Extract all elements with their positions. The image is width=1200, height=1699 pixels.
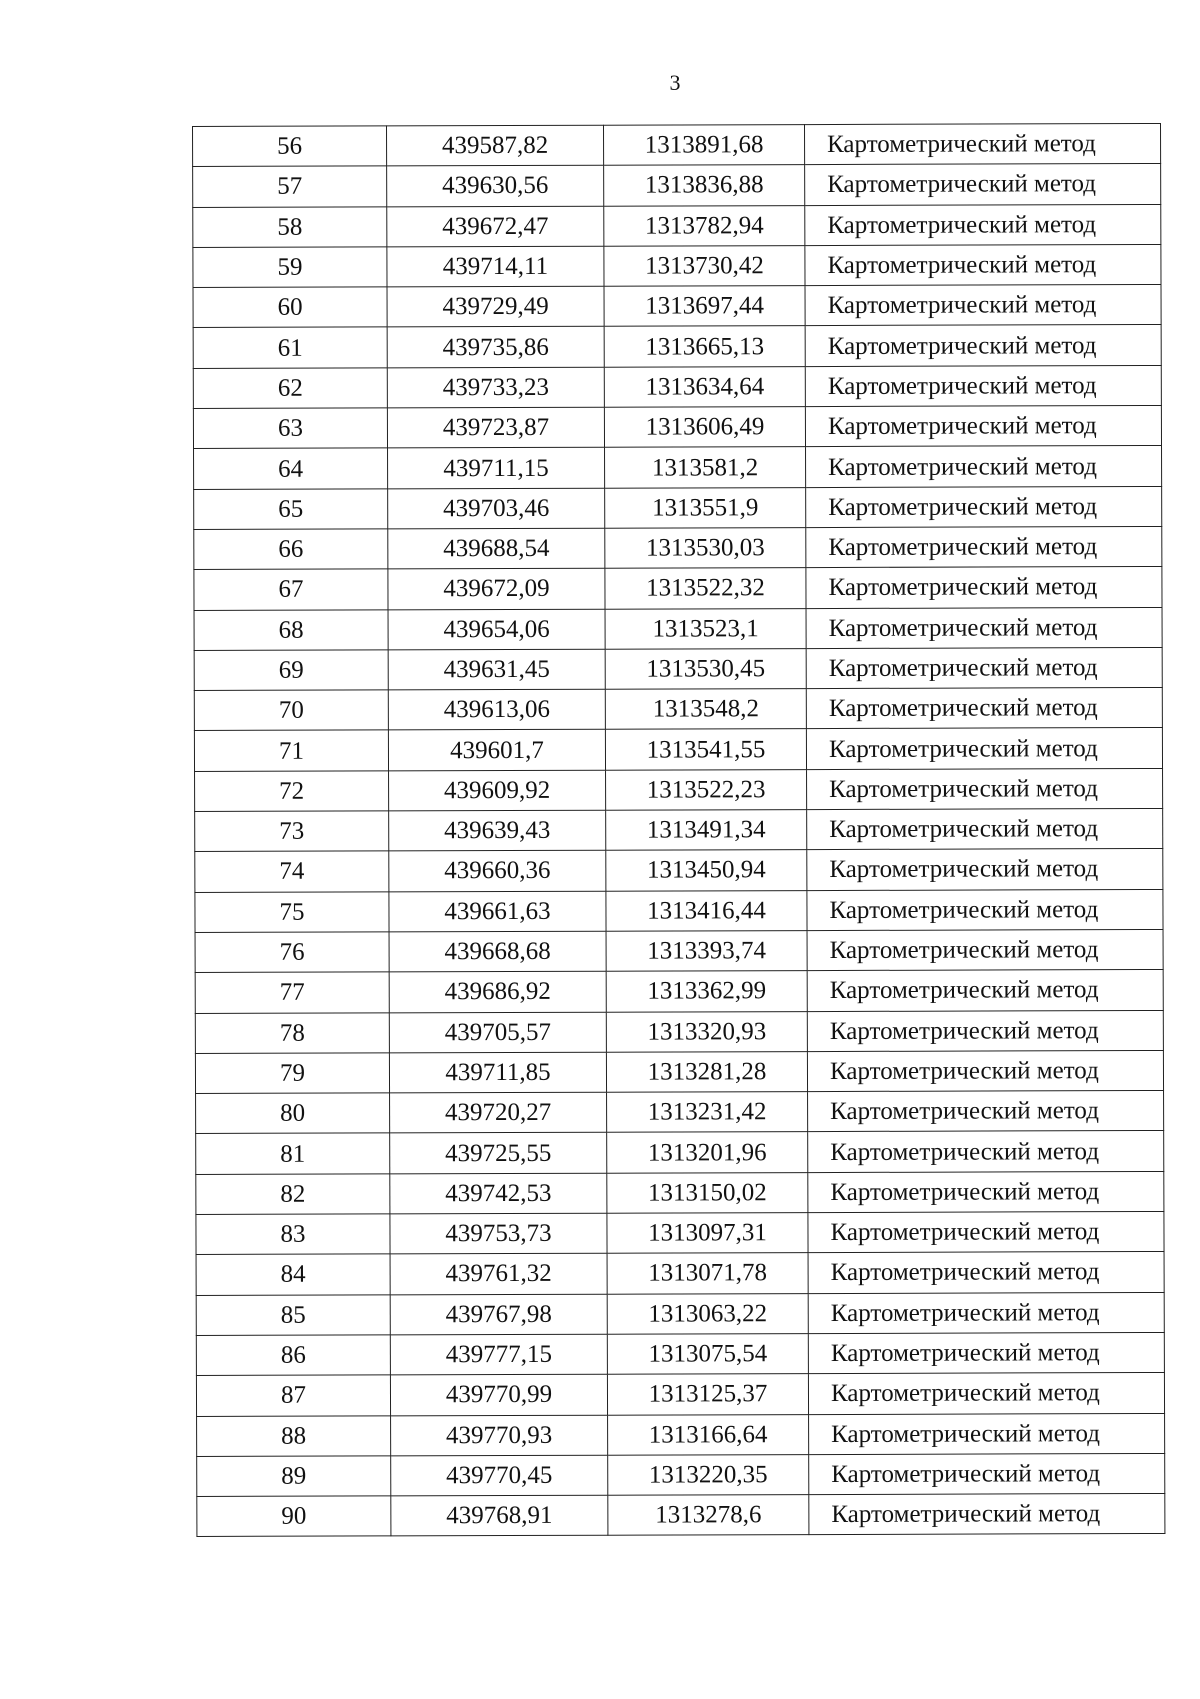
method-cell: Картометрический метод: [807, 1010, 1163, 1051]
method-cell: Картометрический метод: [808, 1211, 1164, 1252]
y-coordinate-cell: 1313606,49: [604, 407, 805, 448]
x-coordinate-cell: 439672,09: [388, 568, 605, 609]
point-number-cell: 66: [194, 529, 388, 570]
method-cell: Картометрический метод: [806, 446, 1162, 487]
method-cell: Картометрический метод: [806, 647, 1162, 688]
x-coordinate-cell: 439725,55: [390, 1133, 607, 1174]
table-row: [193, 406, 1161, 449]
point-number-cell: 78: [195, 1012, 389, 1053]
x-coordinate-cell: 439587,82: [387, 125, 604, 166]
x-coordinate-cell: 439720,27: [390, 1092, 607, 1133]
method-cell: Картометрический метод: [809, 1413, 1165, 1454]
x-coordinate-cell: 439777,15: [390, 1334, 607, 1375]
y-coordinate-cell: 1313097,31: [607, 1213, 808, 1254]
y-coordinate-cell: 1313581,2: [605, 447, 806, 488]
x-coordinate-cell: 439723,87: [387, 407, 604, 448]
y-coordinate-cell: 1313362,99: [606, 971, 807, 1012]
table-row: [193, 244, 1161, 287]
coordinates-table: [192, 123, 1165, 1537]
point-number-cell: 63: [193, 408, 387, 449]
x-coordinate-cell: 439630,56: [387, 166, 604, 207]
point-number-cell: 75: [195, 892, 389, 933]
table-row: [195, 809, 1163, 852]
method-cell: Картометрический метод: [808, 1171, 1164, 1212]
table-row: [197, 1494, 1165, 1537]
x-coordinate-cell: 439660,36: [389, 851, 606, 892]
method-cell: Картометрический метод: [808, 1131, 1164, 1172]
y-coordinate-cell: 1313201,96: [607, 1132, 808, 1173]
table-row: [193, 285, 1161, 328]
method-cell: Картометрический метод: [807, 849, 1163, 890]
point-number-cell: 70: [194, 690, 388, 731]
method-cell: Картометрический метод: [808, 1332, 1164, 1373]
table-row: [197, 1413, 1165, 1456]
point-number-cell: 80: [196, 1093, 390, 1134]
y-coordinate-cell: 1313551,9: [605, 487, 806, 528]
y-coordinate-cell: 1313697,44: [604, 286, 805, 327]
table-row: [193, 123, 1161, 166]
x-coordinate-cell: 439609,92: [389, 770, 606, 811]
x-coordinate-cell: 439688,54: [388, 528, 605, 569]
table-row: [196, 1332, 1164, 1375]
table-row: [194, 526, 1162, 569]
table-row: [195, 1010, 1163, 1053]
x-coordinate-cell: 439742,53: [390, 1173, 607, 1214]
method-cell: Картометрический метод: [808, 1091, 1164, 1132]
table-row: [193, 365, 1161, 408]
method-cell: Картометрический метод: [806, 567, 1162, 608]
method-cell: Картометрический метод: [805, 244, 1161, 285]
point-number-cell: 90: [197, 1496, 391, 1537]
table-row: [194, 446, 1162, 489]
y-coordinate-cell: 1313075,54: [607, 1333, 808, 1374]
method-cell: Картометрический метод: [805, 285, 1161, 326]
method-cell: Картометрический метод: [805, 164, 1161, 205]
y-coordinate-cell: 1313278,6: [608, 1495, 809, 1536]
y-coordinate-cell: 1313071,78: [607, 1253, 808, 1294]
x-coordinate-cell: 439661,63: [389, 891, 606, 932]
method-cell: Картометрический метод: [807, 970, 1163, 1011]
table-row: [196, 1373, 1164, 1416]
point-number-cell: 72: [195, 771, 389, 812]
y-coordinate-cell: 1313530,45: [605, 648, 806, 689]
point-number-cell: 60: [193, 287, 387, 328]
y-coordinate-cell: 1313231,42: [607, 1092, 808, 1133]
table-row: [196, 1171, 1164, 1214]
table-row: [194, 728, 1162, 771]
method-cell: Картометрический метод: [805, 365, 1161, 406]
x-coordinate-cell: 439761,32: [390, 1254, 607, 1295]
method-cell: Картометрический метод: [808, 1292, 1164, 1333]
x-coordinate-cell: 439729,49: [387, 286, 604, 327]
table-row: [196, 1131, 1164, 1174]
point-number-cell: 81: [196, 1133, 390, 1174]
method-cell: Картометрический метод: [809, 1453, 1165, 1494]
method-cell: Картометрический метод: [807, 1050, 1163, 1091]
x-coordinate-cell: 439672,47: [387, 206, 604, 247]
table-row: [194, 688, 1162, 731]
table-row: [195, 1050, 1163, 1093]
method-cell: Картометрический метод: [806, 486, 1162, 527]
y-coordinate-cell: 1313063,22: [607, 1293, 808, 1334]
y-coordinate-cell: 1313125,37: [607, 1374, 808, 1415]
point-number-cell: 83: [196, 1214, 390, 1255]
table-row: [196, 1211, 1164, 1254]
method-cell: Картометрический метод: [806, 526, 1162, 567]
point-number-cell: 57: [193, 166, 387, 207]
y-coordinate-cell: 1313220,35: [608, 1454, 809, 1495]
y-coordinate-cell: 1313665,13: [604, 326, 805, 367]
y-coordinate-cell: 1313782,94: [604, 205, 805, 246]
method-cell: Картометрический метод: [808, 1373, 1164, 1414]
point-number-cell: 86: [196, 1335, 390, 1376]
method-cell: Картометрический метод: [808, 1252, 1164, 1293]
point-number-cell: 85: [196, 1294, 390, 1335]
point-number-cell: 82: [196, 1174, 390, 1215]
table-row: [193, 164, 1161, 207]
table-row: [196, 1091, 1164, 1134]
y-coordinate-cell: 1313730,42: [604, 245, 805, 286]
point-number-cell: 77: [195, 972, 389, 1013]
x-coordinate-cell: 439753,73: [390, 1213, 607, 1254]
method-cell: Картометрический метод: [804, 123, 1160, 164]
table-row: [195, 849, 1163, 892]
point-number-cell: 64: [194, 448, 388, 489]
point-number-cell: 79: [195, 1053, 389, 1094]
point-number-cell: 68: [194, 609, 388, 650]
x-coordinate-cell: 439668,68: [389, 931, 606, 972]
point-number-cell: 84: [196, 1254, 390, 1295]
x-coordinate-cell: 439735,86: [387, 327, 604, 368]
method-cell: Картометрический метод: [806, 688, 1162, 729]
method-cell: Картометрический метод: [809, 1494, 1165, 1535]
x-coordinate-cell: 439654,06: [388, 609, 605, 650]
method-cell: Картометрический метод: [807, 768, 1163, 809]
table-row: [193, 204, 1161, 247]
x-coordinate-cell: 439768,91: [391, 1495, 608, 1536]
method-cell: Картометрический метод: [805, 204, 1161, 245]
x-coordinate-cell: 439770,99: [390, 1374, 607, 1415]
table-row: [195, 889, 1163, 932]
y-coordinate-cell: 1313634,64: [604, 366, 805, 407]
y-coordinate-cell: 1313522,23: [606, 769, 807, 810]
x-coordinate-cell: 439767,98: [390, 1294, 607, 1335]
method-cell: Картометрический метод: [805, 406, 1161, 447]
y-coordinate-cell: 1313522,32: [605, 568, 806, 609]
method-cell: Картометрический метод: [807, 809, 1163, 850]
y-coordinate-cell: 1313530,03: [605, 528, 806, 569]
x-coordinate-cell: 439601,7: [388, 730, 605, 771]
point-number-cell: 65: [194, 489, 388, 530]
x-coordinate-cell: 439714,11: [387, 246, 604, 287]
y-coordinate-cell: 1313548,2: [605, 689, 806, 730]
y-coordinate-cell: 1313416,44: [606, 890, 807, 931]
y-coordinate-cell: 1313523,1: [605, 608, 806, 649]
point-number-cell: 62: [193, 368, 387, 409]
table-row: [197, 1453, 1165, 1496]
point-number-cell: 87: [196, 1375, 390, 1416]
table-row: [194, 486, 1162, 529]
table-row: [196, 1292, 1164, 1335]
table-row: [195, 929, 1163, 972]
y-coordinate-cell: 1313320,93: [606, 1011, 807, 1052]
point-number-cell: 71: [194, 730, 388, 771]
y-coordinate-cell: 1313450,94: [606, 850, 807, 891]
table-row: [193, 325, 1161, 368]
x-coordinate-cell: 439639,43: [389, 810, 606, 851]
table-row: [195, 970, 1163, 1013]
x-coordinate-cell: 439686,92: [389, 971, 606, 1012]
coordinates-table-body: [193, 123, 1165, 1536]
method-cell: Картометрический метод: [806, 728, 1162, 769]
point-number-cell: 58: [193, 206, 387, 247]
point-number-cell: 59: [193, 247, 387, 288]
point-number-cell: 61: [193, 327, 387, 368]
table-row: [195, 768, 1163, 811]
point-number-cell: 76: [195, 932, 389, 973]
method-cell: Картометрический метод: [806, 607, 1162, 648]
y-coordinate-cell: 1313891,68: [603, 125, 804, 166]
point-number-cell: 67: [194, 569, 388, 610]
x-coordinate-cell: 439711,85: [389, 1052, 606, 1093]
x-coordinate-cell: 439711,15: [388, 448, 605, 489]
x-coordinate-cell: 439705,57: [389, 1012, 606, 1053]
point-number-cell: 69: [194, 650, 388, 691]
y-coordinate-cell: 1313541,55: [605, 729, 806, 770]
method-cell: Картометрический метод: [807, 889, 1163, 930]
method-cell: Картометрический метод: [805, 325, 1161, 366]
x-coordinate-cell: 439631,45: [388, 649, 605, 690]
point-number-cell: 89: [197, 1456, 391, 1497]
y-coordinate-cell: 1313281,28: [606, 1051, 807, 1092]
y-coordinate-cell: 1313150,02: [607, 1172, 808, 1213]
point-number-cell: 56: [193, 126, 387, 167]
y-coordinate-cell: 1313836,88: [604, 165, 805, 206]
table-row: [194, 607, 1162, 650]
y-coordinate-cell: 1313491,34: [606, 810, 807, 851]
table-row: [194, 567, 1162, 610]
table-row: [196, 1252, 1164, 1295]
method-cell: Картометрический метод: [807, 929, 1163, 970]
y-coordinate-cell: 1313166,64: [608, 1414, 809, 1455]
point-number-cell: 73: [195, 811, 389, 852]
x-coordinate-cell: 439613,06: [388, 689, 605, 730]
x-coordinate-cell: 439770,45: [391, 1455, 608, 1496]
x-coordinate-cell: 439703,46: [388, 488, 605, 529]
x-coordinate-cell: 439733,23: [387, 367, 604, 408]
table-row: [194, 647, 1162, 690]
x-coordinate-cell: 439770,93: [391, 1415, 608, 1456]
y-coordinate-cell: 1313393,74: [606, 931, 807, 972]
page-number: 3: [669, 70, 681, 95]
point-number-cell: 74: [195, 851, 389, 892]
point-number-cell: 88: [197, 1415, 391, 1456]
